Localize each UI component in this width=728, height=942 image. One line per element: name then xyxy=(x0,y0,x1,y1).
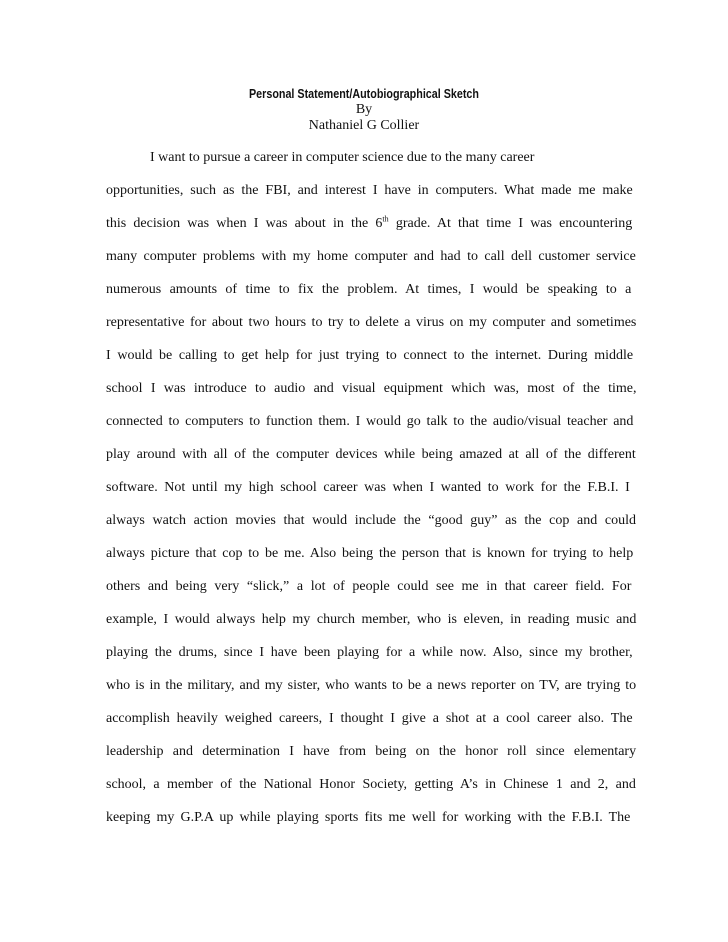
text-line: school, a member of the National Honor Society, getting A’s in Chinese 1 and 2, and xyxy=(106,777,636,792)
text-line: software. Not until my high school career was when I wanted to work for the F.B.I. I xyxy=(106,480,630,495)
text-line: example, I would always help my church member, who is eleven, in reading music and xyxy=(106,612,637,627)
author-name: Nathaniel G Collier xyxy=(308,118,420,133)
text-line: keeping my G.P.A up while playing sports fits me well for working with the F.B.I. The xyxy=(106,810,631,825)
document-title: Personal Statement/Autobiographical Sketch xyxy=(249,87,479,101)
text-line: representative for about two hours to try to delete a virus on my computer and sometimes xyxy=(106,315,637,330)
text-line: always picture that cop to be me. Also being the person that is known for trying to help xyxy=(106,546,634,561)
text-line: leadership and determination I have from being on the honor roll since elementary xyxy=(106,744,637,759)
superscript: th xyxy=(382,214,389,224)
text-line: others and being very “slick,” a lot of people could see me in that career field. For xyxy=(106,579,632,594)
text-line: accomplish heavily weighed careers, I thought I give a shot at a cool career also. The xyxy=(106,711,633,726)
text-line: always watch action movies that would include the “good guy” as the cop and could xyxy=(106,513,636,528)
text-line: opportunities, such as the FBI, and interest I have in computers. What made me make xyxy=(106,183,633,198)
text-line: I would be calling to get help for just trying to connect to the internet. During middle xyxy=(106,348,634,363)
text-line: who is in the military, and my sister, who wants to be a news reporter on TV, are trying to xyxy=(106,678,637,693)
text-line: school I was introduce to audio and visual equipment which was, most of the time, xyxy=(106,381,637,396)
text-line-segment: this decision was when I was about in the 6 xyxy=(106,216,383,231)
byline-label: By xyxy=(355,102,373,117)
text-line: I want to pursue a career in computer science due to the many career xyxy=(150,150,535,165)
text-line: connected to computers to function them. I would go talk to the audio/visual teacher and xyxy=(106,414,634,429)
document-body xyxy=(106,149,636,842)
text-line: playing the drums, since I have been playing for a while now. Also, since my brother, xyxy=(106,645,633,660)
text-line: many computer problems with my home computer and had to call dell customer service xyxy=(106,249,636,264)
text-line xyxy=(106,215,636,248)
document-header xyxy=(0,87,728,134)
text-line: play around with all of the computer devices while being amazed at all of the different xyxy=(106,447,636,462)
text-line: numerous amounts of time to fix the problem. At times, I would be speaking to a xyxy=(106,282,632,297)
text-line-segment: grade. At that time I was encountering xyxy=(388,216,633,231)
